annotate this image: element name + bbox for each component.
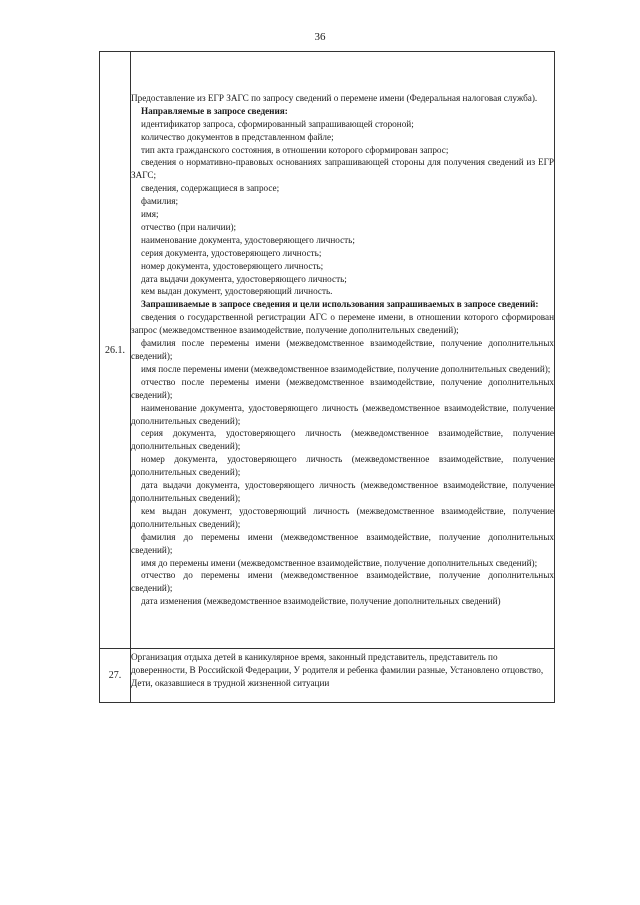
row-number: 26.1. (100, 52, 131, 649)
row-content (131, 649, 555, 703)
list-item: номер документа, удостоверяющего личность; (141, 260, 324, 271)
list-item: наименование документа, удостоверяющего личность (межведомственное взаимодействие, получение дополнительных сведений); (131, 402, 554, 426)
list-item: кем выдан документ, удостоверяющий личность (межведомственное взаимодействие, получение дополнительных сведений); (131, 505, 554, 529)
list-item: фамилия после перемены имени (межведомственное взаимодействие, получение дополнительных сведений); (131, 338, 554, 361)
list-item: дата выдачи документа, удостоверяющего личность; (141, 273, 347, 284)
list-item: дата изменения (межведомственное взаимодействие, получение дополнительных сведений) (141, 596, 501, 607)
sent-list (131, 118, 554, 299)
table-row (100, 52, 555, 649)
list-item: кем выдан документ, удостоверяющий личность. (141, 286, 333, 297)
list-item: номер документа, удостоверяющего личность (межведомственное взаимодействие, получение дополнительных сведений); (131, 454, 554, 478)
requested-list (131, 311, 554, 608)
list-item: отчество до перемены имени (межведомственное взаимодействие, получение дополнительных сведений); (131, 570, 554, 594)
list-item: отчество (при наличии); (141, 221, 237, 232)
list-item: серия документа, удостоверяющего личность; (141, 247, 322, 258)
requested-heading: Запрашиваемые в запросе сведения и цели использования запрашиваемых в запросе сведений: (141, 299, 539, 310)
row-content (131, 52, 555, 649)
list-item: сведения о нормативно-правовых основаниях запрашивающей стороны для получения сведений из ЕГР ЗАГС; (131, 157, 554, 181)
services-table (99, 51, 555, 703)
list-item: сведения о государственной регистрации АГС о перемене имени, в отношении которого сформирован запрос (межведомственное взаимодействие, получение дополнительных сведений); (131, 312, 554, 336)
row-number: 27. (100, 649, 131, 703)
list-item: количество документов в представленном файле; (141, 131, 334, 142)
list-item: наименование документа, удостоверяющего личность; (141, 234, 355, 245)
page-number: 36 (314, 31, 326, 43)
service-title: Предоставление из ЕГР ЗАГС по запросу сведений о перемене имени (Федеральная налоговая служба). (131, 92, 538, 103)
list-item: идентификатор запроса, сформированный запрашивающей стороной; (141, 118, 414, 129)
list-item: тип акта гражданского состояния, в отношении которого сформирован запрос; (141, 144, 449, 155)
list-item: имя после перемены имени (межведомственное взаимодействие, получение дополнительных сведений); (141, 363, 551, 374)
list-item: фамилия; (141, 196, 179, 207)
list-item: дата выдачи документа, удостоверяющего личность (межведомственное взаимодействие, получение дополнительных сведений); (131, 480, 554, 503)
service-description: Организация отдыха детей в каникулярное время, законный представитель, представитель по доверенности, В Российской Федерации, У родителя и ребенка фамилии разные, Установлено отцовство, Дети, оказавшиеся в трудной жизненной ситуации (131, 652, 544, 688)
table-row (100, 649, 555, 703)
list-item: имя; (141, 209, 159, 220)
list-item: отчество после перемены имени (межведомственное взаимодействие, получение дополнительных сведений); (131, 376, 554, 400)
list-item: серия документа, удостоверяющего личность (межведомственное взаимодействие, получение дополнительных сведений); (131, 428, 554, 452)
list-item: имя до перемены имени (межведомственное взаимодействие, получение дополнительных сведений); (141, 557, 538, 568)
list-item: фамилия до перемены имени (межведомственное взаимодействие, получение дополнительных сведений); (131, 531, 554, 555)
sent-heading: Направляемые в запросе сведения: (141, 105, 288, 116)
list-item: сведения, содержащиеся в запросе; (141, 183, 280, 194)
